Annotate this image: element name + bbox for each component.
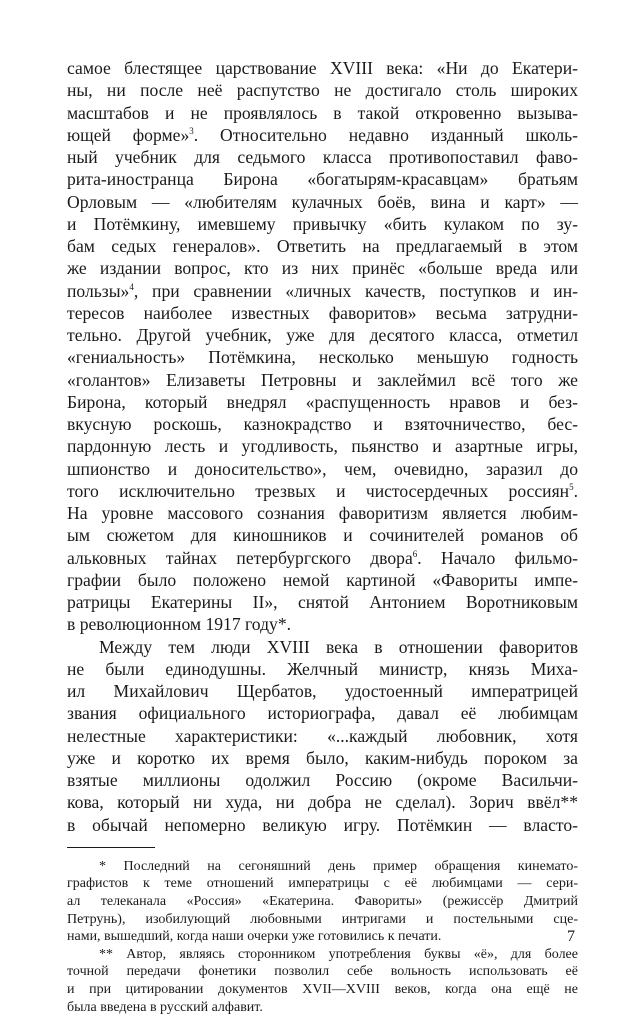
footnote-ref: 5 [569,482,574,492]
text-line [67,280,578,302]
text-line: тересов наиболее известных фаворитов» весьма затрудни- [67,302,578,324]
footnote-line: точной передачи фонетики позволил себе вольность использовать её [67,963,578,981]
text-line: самое блестящее царствование XVIII века: «Ни до Екатери- [67,57,578,79]
text-line [67,547,578,569]
text-line: не были единодушны. Желчный министр, князь Миха- [67,658,578,680]
text-fragment: того исключительно трезвых и чистосердечных россиян [67,481,569,501]
text-line: «гениальность» Потёмкина, несколько меньшую годность [67,346,578,368]
footnote-line: нами, вышедший, когда наши очерки уже готовились к печати. [67,928,578,946]
text-line: ный учебник для седьмого класса противопоставил фаво- [67,146,578,168]
footnotes [67,858,578,1016]
text-line: того исключительно трезвых и чистосердечных россиян$^5$. [67,480,578,502]
paragraph-1 [67,57,578,636]
paragraph-2 [67,636,578,836]
footnote-divider [67,847,155,848]
text-line: графии было положено немой картиной «Фавориты импе- [67,569,578,591]
text-line: звания официального историографа, давал её любимцам [67,702,578,724]
text-line: в революционном 1917 году*. [67,613,578,635]
text-line: «голантов» Елизаветы Петровны и заклеймил всё того же [67,369,578,391]
text-line: в обычай непомерно великую игру. Потёмкин — власто- [67,814,578,836]
text-fragment: альковных тайнах петербургского двора [67,548,413,568]
text-line: ил Михайлович Щербатов, удостоенный императрицей [67,680,578,702]
text-fragment: ющей форме» [67,125,189,145]
text-line: шпионство и доносительство», чем, очевидно, заразил до [67,458,578,480]
text-line: тельно. Другой учебник, уже для десятого класса, отметил [67,324,578,346]
text-line: и Потёмкину, имевшему привычку «бить кулаком по зу- [67,213,578,235]
footnote-line: ал телеканала «Россия» «Екатерина. Фавориты» (режиссёр Дмитрий [67,893,578,911]
text-line: Орловым — «любителям кулачных боёв, вина и карт» — [67,191,578,213]
text-fragment: Относительно недавно изданный школь- [220,125,578,145]
footnote-line: и при цитировании документов XVII—XVIII веков, когда она ещё не [67,981,578,999]
text-line: масштабов и не проявлялось в такой откровенно вызыва- [67,102,578,124]
footnote-1 [67,858,578,946]
text-fragment: . Начало фильмо- [417,548,578,568]
footnote-2 [67,946,578,1016]
text-line: Бирона, который внедрял «распущенность нравов и без- [67,391,578,413]
text-fragment: пользы» [67,281,129,301]
text-line: ратрицы Екатерины II», снятой Антонием Воротниковым [67,591,578,613]
footnote-ref: 6 [413,549,418,559]
footnote-line: была введена в русский алфавит. [67,999,578,1016]
footnote-line: Петрунь), изобилующий любовными интригами и постельными сце- [67,911,578,929]
text-line: вкусную роскошь, казнокрадство и взяточничество, бес- [67,413,578,435]
main-text [67,57,578,836]
text-line: На уровне массового сознания фаворитизм является любим- [67,502,578,524]
footnote-ref: 3 [189,126,194,136]
text-line: ющей форме»$^3$. Относительно недавно изданный школь- [67,124,578,146]
text-line: взятые миллионы одолжил Россию (окроме Васильчи- [67,769,578,791]
text-line: кова, который ни худа, ни добра не сделал). Зорич ввёл** [67,791,578,813]
text-fragment: , при сравнении «личных качеств, поступков и ин- [134,281,578,301]
footnote-line: * Последний на сегоняшний день пример обращения кинемато- [67,858,578,876]
footnote-line: ** Автор, являясь сторонником употребления буквы «ё», для более [67,946,578,964]
text-line: же издании вопрос, кто из них принёс «больше вреда или [67,257,578,279]
page-content [67,57,578,1016]
text-line: бам седых генералов». Ответить на предлагаемый в этом [67,235,578,257]
footnote-ref: 4 [129,282,134,292]
text-line: рита-иностранца Бирона «богатырям-красавцам» братьям [67,168,578,190]
page-number: 7 [567,928,575,946]
text-line: уже и коротко их время было, каким-нибудь пороком за [67,747,578,769]
text-line: нелестные характеристики: «...каждый любовник, хотя [67,725,578,747]
text-line: ым сюжетом для киношников и сочинителей романов об [67,524,578,546]
footnote-line: графистов к теме отношений императрицы с её любимцами — сери- [67,875,578,893]
text-line: ны, ни после неё распутство не достигало столь широких [67,79,578,101]
text-line: Между тем люди XVIII века в отношении фаворитов [67,636,578,658]
text-line: пардонную лесть и угодливость, пьянство и азартные игры, [67,435,578,457]
